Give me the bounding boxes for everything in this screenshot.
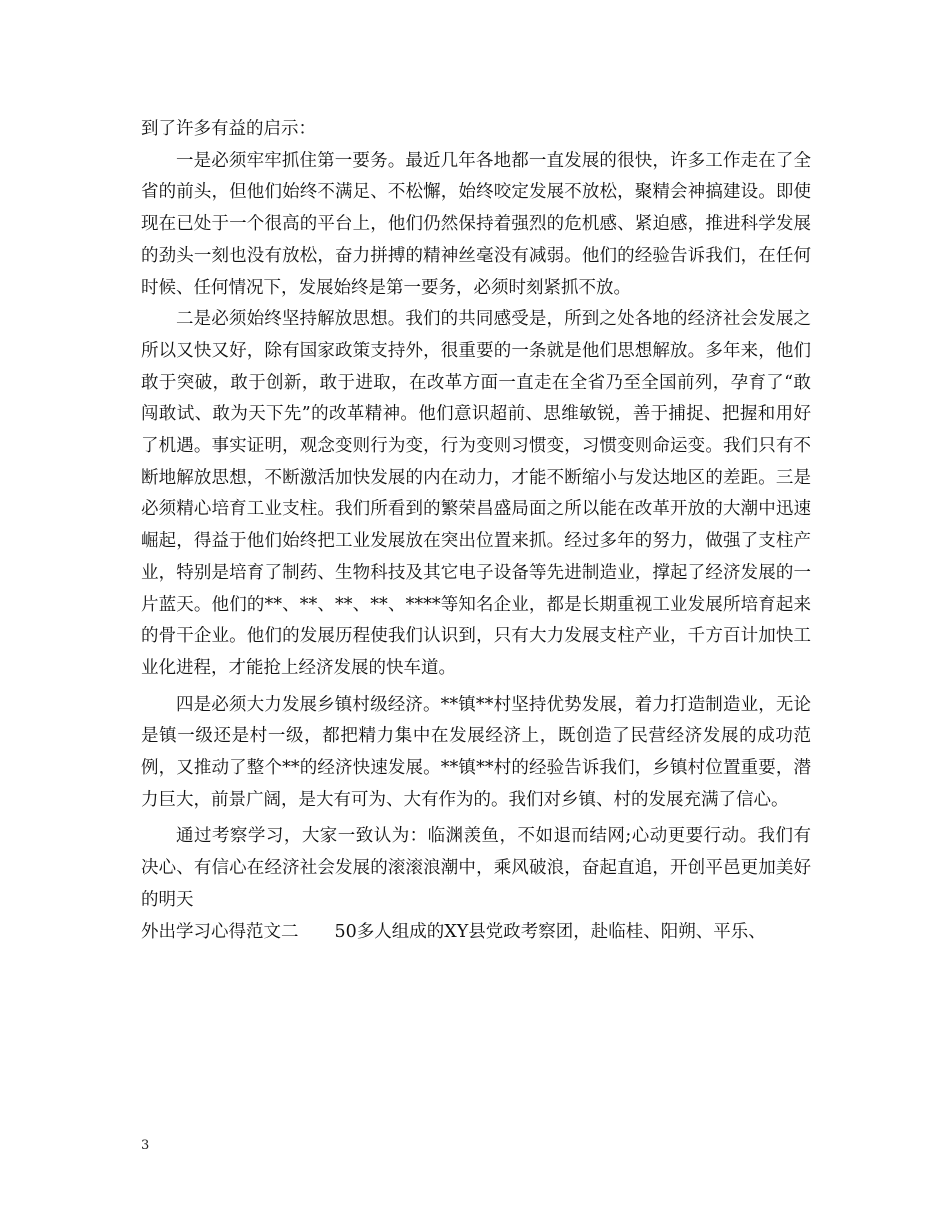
paragraph-first-priority: 一是必须牢牢抓住第一要务。最近几年各地都一直发展的很快，许多工作走在了全省的前头，但他们始终不满足、不松懈，始终咬定发展不放松，聚精会神搞建设。即使现在已处于一个很高的平台上，他们仍然保持着强烈的危机感、紧迫感，推进科学发展的劲头一刻也没有放松，奋力拼搏的精神丝毫没有减弱。他们的经验告诉我们，在任何时候、任何情况下，发展始终是第一要务，必须时刻紧抓不放。 — [141, 150, 811, 298]
paragraph-continuation: 到了许多有益的启示： — [141, 119, 316, 139]
paragraph-township-economy: 四是必须大力发展乡镇村级经济。**镇**村坚持优势发展，着力打造制造业，无论是镇一级还是村一级，都把精力集中在发展经济上，既创造了民营经济发展的成功范例，又推动了整个**的经济快速发展。**镇**村的经验告诉我们，乡镇村位置重要，潜力巨大，前景广阔，是大有可为、大有作为的。我们对乡镇、村的发展充满了信心。 — [141, 694, 811, 810]
next-section-line — [141, 917, 811, 949]
section-lead-text: 50多人组成的XY县党政考察团，赴临桂、阳朔、平乐、 — [334, 921, 766, 942]
paragraph-emancipate-mind: 二是必须始终坚持解放思想。我们的共同感受是，所到之处各地的经济社会发展之所以又快又好，除有国家政策支持外，很重要的一条就是他们思想解放。多年来，他们敢于突破，敢于创新，敢于进取，在改革方面一直走在全省乃至全国前列，孕育了“敢闯敢试、敢为天下先”的改革精神。他们意识超前、思维敏锐，善于捕捉、把握和用好了机遇。事实证明，观念变则行为变，行为变则习惯变，习惯变则命运变。我们只有不断地解放思想，不断激活加快发展的内在动力，才能不断缩小与发达地区的差距。三是必须精心培育工业支柱。我们所看到的繁荣昌盛局面之所以能在改革开放的大潮中迅速崛起，得益于他们始终把工业发展放在突出位置来抓。经过多年的努力，做强了支柱产业，特别是培育了制药、生物科技及其它电子设备等先进制造业，撑起了经济发展的一片蓝天。他们的**、**、**、**、****等知名企业，都是长期重视工业发展所培育起来的骨干企业。他们的发展历程使我们认识到，只有大力发展支柱产业，千方百计加快工业化进程，才能抢上经济发展的快车道。 — [141, 309, 811, 678]
body-text — [141, 114, 811, 948]
section-heading: 外出学习心得范文二 — [141, 921, 299, 942]
page-number: 3 — [141, 1138, 150, 1153]
paragraph-conclusion: 通过考察学习，大家一致认为：临渊羡鱼，不如退而结网;心动更要行动。我们有决心、有信心在经济社会发展的滚滚浪潮中，乘风破浪，奋起直追，开创平邑更加美好的明天 — [141, 826, 811, 910]
